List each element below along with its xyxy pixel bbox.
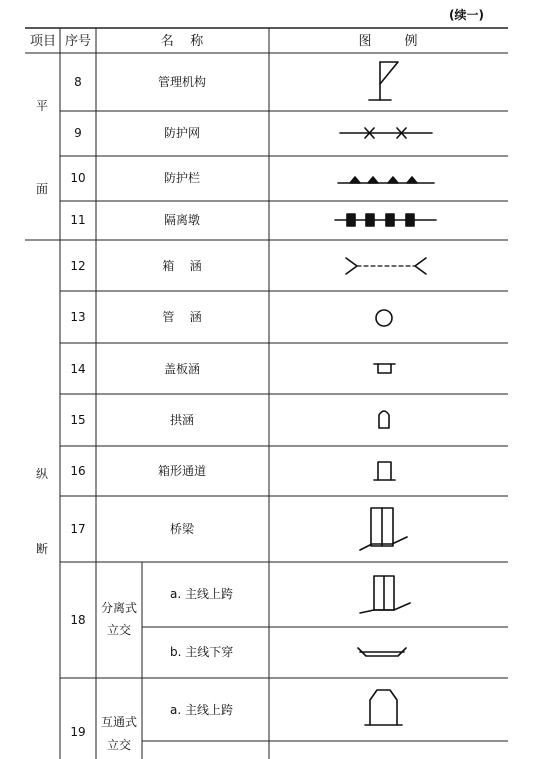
- underpass-icon: [358, 648, 406, 656]
- row-name: 防护网: [163, 126, 201, 140]
- category-plane-char-1: 平: [35, 99, 49, 113]
- row-name: 防护栏: [163, 171, 201, 185]
- row-number: 13: [70, 310, 86, 324]
- category-profile-char-2: 断: [35, 542, 49, 556]
- guardrail-icon: [338, 177, 434, 183]
- row-18: [70, 586, 233, 659]
- row-number: 9: [74, 126, 82, 140]
- pipe-culvert-icon: [376, 310, 392, 326]
- header-number: 序号: [64, 34, 92, 49]
- row-number: 18: [70, 613, 86, 627]
- row-9: [74, 125, 200, 140]
- header-name: 名 称: [160, 34, 204, 49]
- continued-label: (续一): [449, 8, 484, 22]
- row-name-line-2: 立交: [106, 738, 132, 752]
- row-number: 14: [70, 362, 86, 376]
- bridge-icon: [360, 508, 407, 550]
- row-11: [70, 212, 200, 227]
- row-name-line-1: 互通式: [100, 715, 138, 729]
- row-14: [70, 361, 200, 376]
- protective-net-icon: [340, 128, 432, 138]
- row-name: 隔离墩: [163, 213, 201, 227]
- arch-culvert-icon: [379, 411, 389, 428]
- row-16: [70, 464, 206, 478]
- row-number: 16: [70, 464, 86, 478]
- row-name-line-2: 立交: [106, 623, 132, 637]
- row-name: 管 涵: [162, 310, 202, 324]
- row-name-line-1: 分离式: [100, 601, 138, 615]
- row-19: [70, 702, 233, 752]
- management-flag-icon: [369, 62, 398, 100]
- row-name: 箱形通道: [157, 464, 207, 478]
- row-number: 10: [70, 171, 86, 185]
- row-15: [70, 412, 194, 427]
- row-number: 11: [70, 213, 86, 227]
- row-name: 拱涵: [169, 413, 195, 427]
- slab-culvert-icon: [374, 364, 395, 373]
- row-number: 12: [70, 259, 86, 273]
- row-17: [70, 521, 195, 536]
- row-10: [70, 170, 200, 185]
- row-number: 8: [74, 75, 82, 89]
- row-name: 盖板涵: [163, 362, 201, 376]
- box-passage-icon: [374, 462, 395, 480]
- row-number: 15: [70, 413, 86, 427]
- sub-label-18a: a. 主线上跨: [170, 587, 233, 601]
- category-profile-char-1: 纵: [35, 467, 49, 481]
- header-category: 项目: [29, 34, 57, 49]
- row-name: 管理机构: [157, 75, 207, 89]
- isolation-pier-icon: [335, 214, 436, 226]
- row-number: 17: [70, 522, 86, 536]
- row-8: [74, 74, 206, 89]
- header-legend: 图 例: [358, 34, 418, 49]
- sub-label-18b: b. 主线下穿: [170, 645, 234, 659]
- row-13: [70, 310, 201, 324]
- row-name: 桥梁: [169, 522, 195, 536]
- overpass-icon: [360, 576, 410, 613]
- sub-label-19a: a. 主线上跨: [170, 703, 233, 717]
- row-name: 箱 涵: [162, 259, 202, 273]
- category-plane-char-2: 面: [35, 182, 49, 196]
- box-culvert-icon: [346, 258, 426, 274]
- row-12: [70, 259, 201, 273]
- row-number: 19: [70, 725, 86, 739]
- interchange-overpass-icon: [365, 690, 402, 725]
